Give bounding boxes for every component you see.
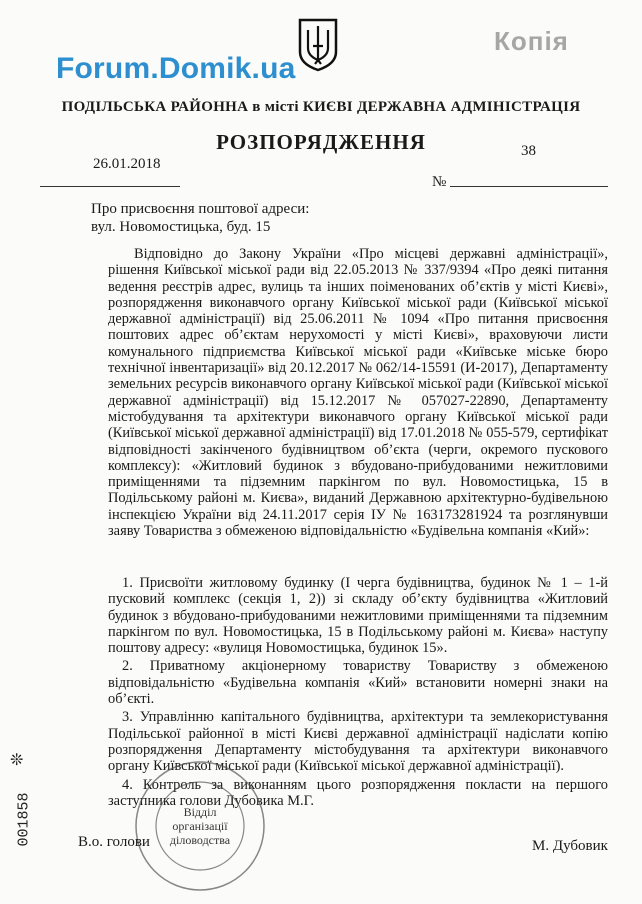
preamble-text: Відповідно до Закону України «Про місцеві державні адміністрації», рішення Київської міської ради від 22.05.2013 № 337/9394 «Про деякі питання ведення реєстрів адрес, вулиць та інших поіменованих об’єктів у місті Києві», розпорядження виконавчого органу Київської міської ради (Київської міської державної адміністрації) від 25.06.2011 № 1094 «Про питання присвоєння поштових адрес об’єктам нерухомості у місті Києві», враховуючи листи комунального підприємства Київської міської ради «Київське міське бюро технічної інвентаризації» від 20.12.2017 № 062/14-15591 (И-2017), Департаменту земельних ресурсів виконавчого органу Київської міської ради (Київської міської державної адміністрації) від 15.12.2017 № 057027-22890, Департаменту містобудування та архітектури виконавчого органу Київської міської ради (Київської міської державної адміністрації) від 17.01.2018 № 055-579, сертифікат відповідності закінченого будівництвом об’єкта (черги, окремого пускового комплексу): «Житловий будинок з вбудовано-прибудованими нежитловими приміщеннями та підземним паркінгом по вул. Новомостицька, 15 в Подільському районі м. Києва», виданий Державною архітектурно-будівельною інспекцією України від 24.11.2017 серія IУ № 163173281924 та розглянувши заяву Товариства з обмеженою відповідальністю «Будівельна компанія «Кий»:: [108, 246, 608, 540]
watermark: Forum.Domik.ua: [56, 52, 296, 85]
point-4: 4. Контроль за виконанням цього розпорядження покласти на першого заступника голови Дубовика М.Г.: [108, 776, 608, 809]
point-2: 2. Приватному акціонерному товариству Товариству з обмеженою відповідальністю «Будівельна компанія «Кий» встановити номерні знаки на об’єкті.: [108, 658, 608, 708]
document-date: 26.01.2018: [93, 156, 161, 172]
number-label: №: [432, 174, 447, 190]
seal-text-3: діловодства: [169, 833, 231, 847]
signature-name: М. Дубовик: [532, 838, 608, 854]
point-1: 1. Присвоїти житловому будинку (І черга будівництва, будинок № 1 – 1-й пусковий комплекс (секція 1, 2)) зі складу об’єкту будівництва «Житловий будинок з вбудовано-прибудованими нежитловими приміщеннями та підземним паркінгом по вул. Новомостицька, 15 в Подільському районі м. Києва» наступу поштову адресу: «вулиця Новомостицька, будинок 15».: [108, 575, 608, 657]
seal-stamp: [130, 756, 270, 896]
side-number: 001858: [15, 792, 33, 847]
document-number: 38: [521, 143, 536, 159]
seal-text-1: Відділ: [183, 805, 217, 819]
subject-line-1: Про присвоєння поштової адреси:: [91, 201, 310, 217]
asterisk-icon: ❊: [10, 752, 24, 769]
point-3: 3. Управлінню капітального будівництва, архітектури та землекористування Подільської районної в місті Києві державної адміністрації надіслати копію розпорядження Департаменту містобудування та архітектури виконавчого органу Київської міської ради (Київської міської державної адміністрації).: [108, 709, 608, 775]
subject-line-2: вул. Новомостицька, буд. 15: [91, 219, 271, 235]
number-underline: [450, 186, 608, 187]
admin-title: ПОДІЛЬСЬКА РАЙОННА в місті КИЄВІ ДЕРЖАВНА АДМІНІСТРАЦІЯ: [61, 99, 581, 115]
coat-of-arms-icon: [296, 16, 340, 72]
signature-position: В.о. голови: [78, 834, 150, 850]
subject: [91, 200, 309, 236]
document-type: РОЗПОРЯДЖЕННЯ: [216, 130, 426, 154]
copy-stamp: Копія: [494, 26, 569, 56]
preamble: [108, 246, 608, 539]
date-underline: [40, 186, 180, 187]
seal-text-2: організації: [172, 819, 228, 833]
